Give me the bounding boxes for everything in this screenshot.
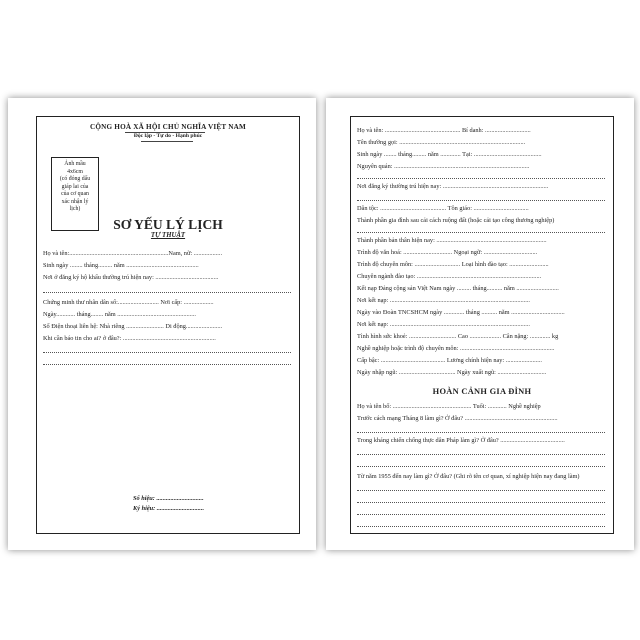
field-hometown: Nguyên quán: ...................................................................................... — [357, 163, 530, 170]
blank-line — [357, 199, 605, 201]
field-union-place: Nơi kết nạp: ......................................................................................... — [357, 321, 530, 328]
field-education: Trình độ văn hoá: ............................... Ngoại ngữ: .................................. — [357, 249, 538, 256]
blank-line — [357, 501, 605, 503]
field-youth-union: Ngày vào Đoàn TNCSHCM ngày ............. tháng .......... năm .................................. — [357, 309, 565, 316]
field-personal-class: Thành phần bản thân hiện nay: ...................................................................... — [357, 237, 547, 244]
photo-caption-line: (có đóng dấu — [59, 176, 91, 182]
photo-caption-line: xác nhận lý — [61, 198, 89, 205]
field-birth-date: Sinh ngày ........ tháng......... năm ............. Tại: ........................................... — [357, 151, 542, 158]
page-border — [350, 116, 614, 534]
blank-line — [357, 231, 605, 233]
field-birth-date: Sinh ngày ........ tháng......... năm .............................................. — [43, 262, 199, 269]
blank-line — [357, 525, 605, 527]
field-rank-salary: Cấp bậc: ......................................... Lương chính hiện nay: ....................... — [357, 357, 542, 364]
field-enlistment: Ngày nhập ngũ: .................................... Ngày xuất ngũ: ............................... — [357, 369, 547, 376]
field-major: Chuyên ngành đào tạo: ............................................................................... — [357, 273, 542, 280]
footer-symbol: Ký hiệu: .............................. — [133, 505, 205, 512]
field-family-class: Thành phần gia đình sau cải cách ruộng đất (hoặc cải tạo công thương nghiệp) — [357, 217, 555, 224]
field-party-admission: Kết nạp Đảng cộng sản Việt Nam ngày ......... tháng.......... năm ........................... — [357, 285, 559, 292]
page-border — [36, 116, 300, 534]
blank-line — [43, 291, 291, 293]
field-id-number: Chứng minh thư nhân dân số:.......................... Nơi cấp: ................... — [43, 299, 214, 306]
blank-line — [357, 177, 605, 179]
field-residence: Nơi đăng ký thường trú hiện nay: ................................................................... — [357, 183, 549, 190]
photo-caption-line: Ảnh mầu — [64, 161, 86, 167]
field-issue-date: Ngày............ tháng........ năm .................................................. — [43, 311, 196, 318]
blank-line — [357, 431, 605, 433]
field-residence: Nơi ở đăng ký hộ khẩu thường trú hiện nay: ........................................ — [43, 274, 219, 281]
blank-line — [357, 513, 605, 515]
field-father-name: Họ và tên bố: .................................................. Tuổi: ............ Nghề nghiệp — [357, 403, 541, 410]
field-full-name: Họ và tên: ................................................ Bí danh: ............................. — [357, 127, 531, 134]
field-qualification: Trình độ chuyên môn: ............................. Loại hình đào tạo: ......................... — [357, 261, 549, 268]
document-subtitle: TỰ THUẬT — [150, 232, 186, 239]
footer-serial-number: Số hiệu: .............................. — [133, 495, 204, 502]
field-full-name: Họ và tên:...............................................................Nam, nữ: .................. — [43, 250, 223, 257]
blank-line — [357, 489, 605, 491]
photo-caption-line: 4x6cm — [67, 168, 83, 175]
photo-caption-line: lịch) — [69, 206, 81, 212]
photo-caption-line: giáp lai của — [61, 183, 89, 190]
field-before-revolution: Trước cách mạng Tháng 8 làm gì? Ở đâu? ........................................................... — [357, 415, 558, 422]
motto-underline — [141, 141, 193, 142]
field-ethnicity-religion: Dân tộc: .......................................... Tôn giáo: ................................... — [357, 205, 529, 212]
field-since-1955: Từ năm 1955 đến nay làm gì? Ở đâu? (Ghi rõ tên cơ quan, xí nghiệp hiện nay đang làm) — [357, 473, 580, 480]
blank-line — [357, 453, 605, 455]
field-occupation: Nghề nghiệp hoặc trình độ chuyên môn: ............................................................ — [357, 345, 555, 352]
header-motto: Độc lập - Tự do - Hạnh phúc — [133, 133, 203, 139]
field-resistance-war: Trong kháng chiến chống thực dân Pháp làm gì? Ở đâu? ......................................... — [357, 437, 565, 444]
field-party-place: Nơi kết nạp: ......................................................................................... — [357, 297, 530, 304]
field-emergency-contact: Khi cần báo tin cho ai? ở đâu?: ........................................................... — [43, 335, 216, 342]
document-page-left — [8, 98, 316, 550]
field-common-name: Tên thường gọi: ................................................................................ — [357, 139, 526, 146]
document-page-right — [326, 98, 634, 550]
blank-line — [43, 363, 291, 365]
document-title: SƠ YẾU LÝ LỊCH — [113, 217, 223, 232]
field-phone: Số Điện thoại liên hệ: Nhà riêng ........................ Di động....................... — [43, 323, 223, 330]
photo-caption-line: của cơ quan — [61, 191, 89, 197]
blank-line — [357, 465, 605, 467]
section-family-title: HOÀN CẢNH GIA ĐÌNH — [432, 387, 532, 396]
blank-line — [43, 351, 291, 353]
header-country: CỘNG HOÀ XÃ HỘI CHỦ NGHĨA VIỆT NAM — [89, 123, 247, 131]
field-health: Tình hình sức khoẻ: .............................. Cao .................... Cân nặng: ............. kg — [357, 333, 559, 340]
